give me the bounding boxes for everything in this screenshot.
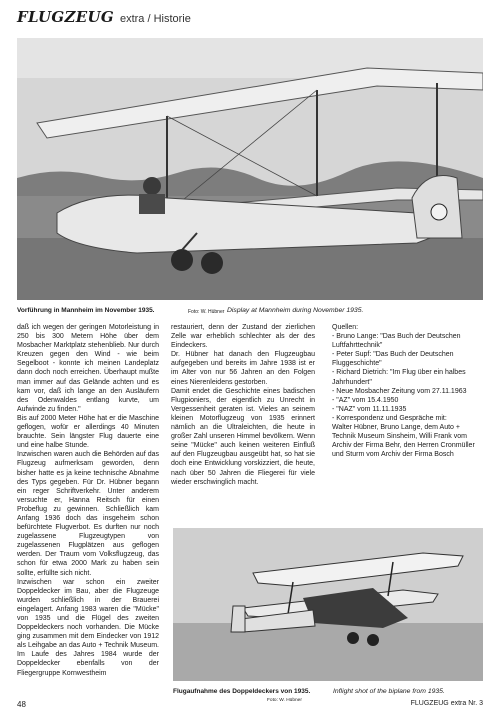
top-photo-caption-english: Display at Mannheim during November 1935.: [227, 307, 364, 314]
bottom-photo-credit: Foto: W. Hübner: [267, 698, 302, 703]
top-photo-credit: Foto: W. Hübner: [188, 309, 225, 315]
column-1-text: daß ich wegen der geringen Motorleistung in 250 bis 300 Metern Höhe über dem Mosbacher Marktplatz stehenblieb. Nur durch Kreuzen gegen den Wind - wie beim Segelboot - konnte ich meinen Landeplatz dann doch noch erreichen. Überhaupt mußte man immer auf das Gelände achten und es kam vor, daß ich lange an den Ausläufern des Odenwaldes entlang kurvte, um Aufwinde zu finden." Bis auf 2000 Meter Höhe hat er die Maschine geflogen, wofür er allerdings 40 Minuten brauchte. Sein längster Flug dauerte eine und eine halbe Stunde. Inzwischen waren auch die Behörden auf das Flugzeug aufmerksam geworden, denn bisher hatte es ja keine technische Abnahme des Typs gegeben. Für Dr. Hübner begann ein reger Schriftverkehr. Unter anderem versuchte er, Hanna Reitsch für einen Probeflug zu gewinnen. Schließlich kam Anfang 1936 doch das insgeheim schon befürchtete Flugverbot. Es durften nur noch zugelassene Flugzeugtypen von zugelassenen Flugplätzen aus geflogen werden. Der Traum vom Volksflugzeug, das schon für etwa 2000 Mark zu haben sein sollte, erfüllte sich nicht. Inzwischen war schon ein zweiter Doppeldecker im Bau, aber die Flugzeuge wurden schließlich in der Brauerei eingelagert. Anfang 1983 waren die "Mücke" von 1935 und die Flügel des zweiten Doppeldeckers noch vorhanden. Die Mücke ging zusammen mit dem Eindecker von 1912 als Leihgabe an das Auto + Technik Museum. Im Laufe des Jahres 1984 wurde der Doppeldecker ebenfalls von der Fliegergruppe Kornwestheim: [17, 324, 159, 677]
top-photo-caption: Vorführung in Mannheim im November 1935.: [17, 307, 155, 314]
bottom-photo-caption-english: Inflight shot of the biplane from 1935.: [333, 688, 445, 695]
biplane-inflight-photo: [173, 528, 483, 681]
page-number: 48: [17, 700, 26, 709]
page-header: [17, 8, 191, 26]
biplane-ground-photo: [17, 38, 483, 300]
sources-column: [332, 323, 483, 459]
sources-text: - Bruno Lange: "Das Buch der Deutschen Luftfahrttechnik" - Peter Supf: "Das Buch der Deutschen Fluggeschichte" - Richard Dietrich: "Im Flug über ein halbes Jahrhundert" - Neue Mosbacher Zeitung vom 27.11.1963 - "AZ" vom 15.4.1950 - "NAZ" vom 11.11.1935 - Korrespondenz und Gespräche mit: Walter Hübner, Bruno Lange, dem Auto + Technik Museum Sinsheim, Willi Frank vom Archiv der Firma Behr, den Herren Cronmüller und Sturm vom Archiv der Firma Bosch: [332, 333, 475, 459]
magazine-footer: FLUGZEUG extra Nr. 3: [410, 700, 483, 707]
magazine-logo: FLUGZEUG: [17, 8, 114, 26]
sources-title: Quellen:: [332, 324, 359, 331]
article-column-1: [17, 323, 159, 678]
column-2-text: restauriert, denn der Zustand der zierlichen Zelle war erheblich schlechter als der des Eindeckers. Dr. Hübner hat danach den Flugzeugbau aufgegeben und bereits im Jahre 1938 ist er im Alter von nur 56 Jahren an den Folgen eines Nierenleidens gestorben. Damit endet die Geschichte eines badischen Flugpioniers, der eigentlich zu Unrecht in Vergessenheit geraten ist. Vieles an seinem kleinen Motorflugzeug von 1935 erinnert nämlich an die Ultraleichten, die heute in großer Zahl unseren Himmel bevölkern. Wenn seine "Mücke" auch keinen weiteren Einfluß auf den Flugzeugbau ausgeübt hat, so hat sie doch eine Entwicklung vorskizziert, die heute, nach über 50 Jahren die Fliegerei für viele wieder erschwinglich macht.: [171, 324, 315, 486]
article-column-2: [171, 323, 315, 487]
section-label: extra / Historie: [119, 13, 191, 25]
bottom-photo-caption: Flugaufnahme des Doppeldeckers von 1935.: [173, 688, 311, 695]
